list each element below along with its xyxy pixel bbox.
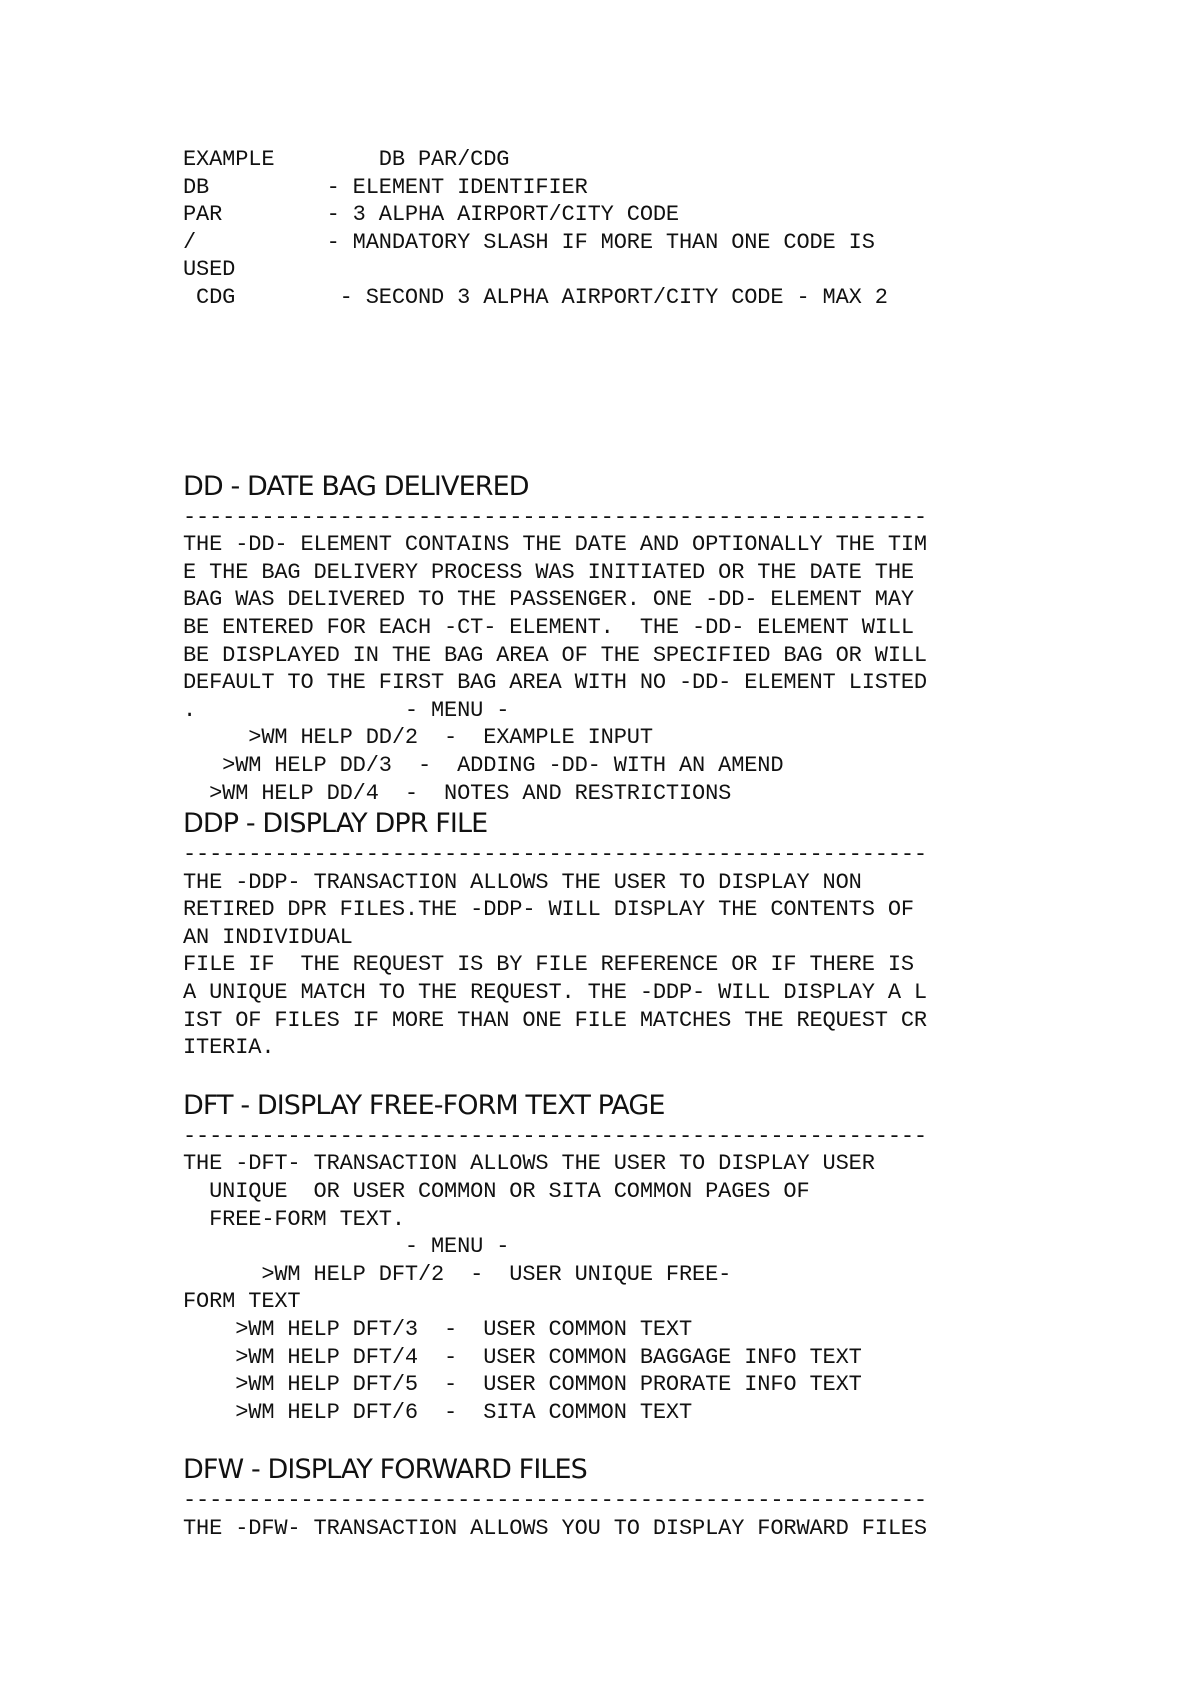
body-line: A UNIQUE MATCH TO THE REQUEST. THE -DDP- WILL DISPLAY A L	[183, 980, 927, 1006]
document-page	[183, 146, 1083, 1543]
example-line: USED	[183, 257, 236, 283]
example-line: EXAMPLE DB PAR/CDG	[183, 147, 510, 172]
section-dft	[183, 1089, 1083, 1427]
section-dd	[183, 470, 1083, 808]
menu-item-line: >WM HELP DFT/5 - USER COMMON PRORATE INFO TEXT	[183, 1372, 862, 1398]
menu-item-line: >WM HELP DD/2 - EXAMPLE INPUT	[183, 725, 653, 751]
menu-item-line: >WM HELP DD/3 - ADDING -DD- WITH AN AMEND	[183, 752, 784, 778]
spacer	[183, 1062, 1083, 1089]
section-rule: ---------------------------------------------------------	[183, 1123, 927, 1149]
example-block	[183, 146, 1083, 312]
body-line: E THE BAG DELIVERY PROCESS WAS INITIATED OR THE DATE THE	[183, 559, 914, 585]
body-line: UNIQUE OR USER COMMON OR SITA COMMON PAGES OF	[183, 1179, 810, 1205]
spacer	[183, 312, 1083, 470]
section-ddp	[183, 807, 1083, 1062]
body-line: THE -DDP- TRANSACTION ALLOWS THE USER TO DISPLAY NON	[183, 869, 862, 895]
body-line: FREE-FORM TEXT.	[183, 1206, 405, 1232]
example-line: DB - ELEMENT IDENTIFIER	[183, 174, 588, 200]
menu-item-line: >WM HELP DFT/4 - USER COMMON BAGGAGE INFO TEXT	[183, 1344, 862, 1370]
example-line: CDG - SECOND 3 ALPHA AIRPORT/CITY CODE - MAX 2	[183, 284, 888, 310]
body-line: RETIRED DPR FILES.THE -DDP- WILL DISPLAY THE CONTENTS OF	[183, 897, 914, 923]
body-line: BE DISPLAYED IN THE BAG AREA OF THE SPECIFIED BAG OR WILL	[183, 642, 927, 668]
menu-item-line: >WM HELP DFT/3 - USER COMMON TEXT	[183, 1317, 693, 1342]
menu-item-line: >WM HELP DD/4 - NOTES AND RESTRICTIONS	[183, 780, 732, 806]
menu-heading-line: - MENU -	[183, 1234, 510, 1260]
section-rule: ---------------------------------------------------------	[183, 842, 927, 868]
section-heading: DFW - DISPLAY FORWARD FILES	[183, 1454, 587, 1486]
body-line: FILE IF THE REQUEST IS BY FILE REFERENCE OR IF THERE IS	[183, 952, 914, 978]
body-line: THE -DFT- TRANSACTION ALLOWS THE USER TO DISPLAY USER	[183, 1151, 875, 1177]
spacer	[183, 1426, 1083, 1453]
body-line: THE -DFW- TRANSACTION ALLOWS YOU TO DISPLAY FORWARD FILES	[183, 1515, 927, 1541]
body-line: DEFAULT TO THE FIRST BAG AREA WITH NO -DD- ELEMENT LISTED	[183, 670, 927, 696]
body-line: ITERIA.	[183, 1035, 275, 1061]
section-heading: DFT - DISPLAY FREE-FORM TEXT PAGE	[183, 1089, 665, 1121]
body-line: THE -DD- ELEMENT CONTAINS THE DATE AND OPTIONALLY THE TIM	[183, 532, 927, 558]
example-line: / - MANDATORY SLASH IF MORE THAN ONE CODE IS	[183, 229, 875, 255]
menu-item-line: >WM HELP DFT/6 - SITA COMMON TEXT	[183, 1399, 693, 1425]
body-line: BE ENTERED FOR EACH -CT- ELEMENT. THE -DD- ELEMENT WILL	[183, 614, 914, 640]
body-line: AN INDIVIDUAL	[183, 924, 353, 950]
body-line: BAG WAS DELIVERED TO THE PASSENGER. ONE -DD- ELEMENT MAY	[183, 587, 914, 613]
menu-heading-line: . - MENU -	[183, 697, 510, 723]
section-heading: DD - DATE BAG DELIVERED	[183, 470, 529, 502]
example-line: PAR - 3 ALPHA AIRPORT/CITY CODE	[183, 202, 679, 228]
body-line: IST OF FILES IF MORE THAN ONE FILE MATCHES THE REQUEST CR	[183, 1007, 927, 1033]
section-rule: ---------------------------------------------------------	[183, 504, 927, 530]
section-dfw	[183, 1453, 1083, 1542]
menu-item-line: FORM TEXT	[183, 1289, 301, 1315]
section-rule: ---------------------------------------------------------	[183, 1488, 927, 1514]
section-heading: DDP - DISPLAY DPR FILE	[183, 808, 488, 840]
menu-item-line: >WM HELP DFT/2 - USER UNIQUE FREE-	[183, 1261, 732, 1287]
